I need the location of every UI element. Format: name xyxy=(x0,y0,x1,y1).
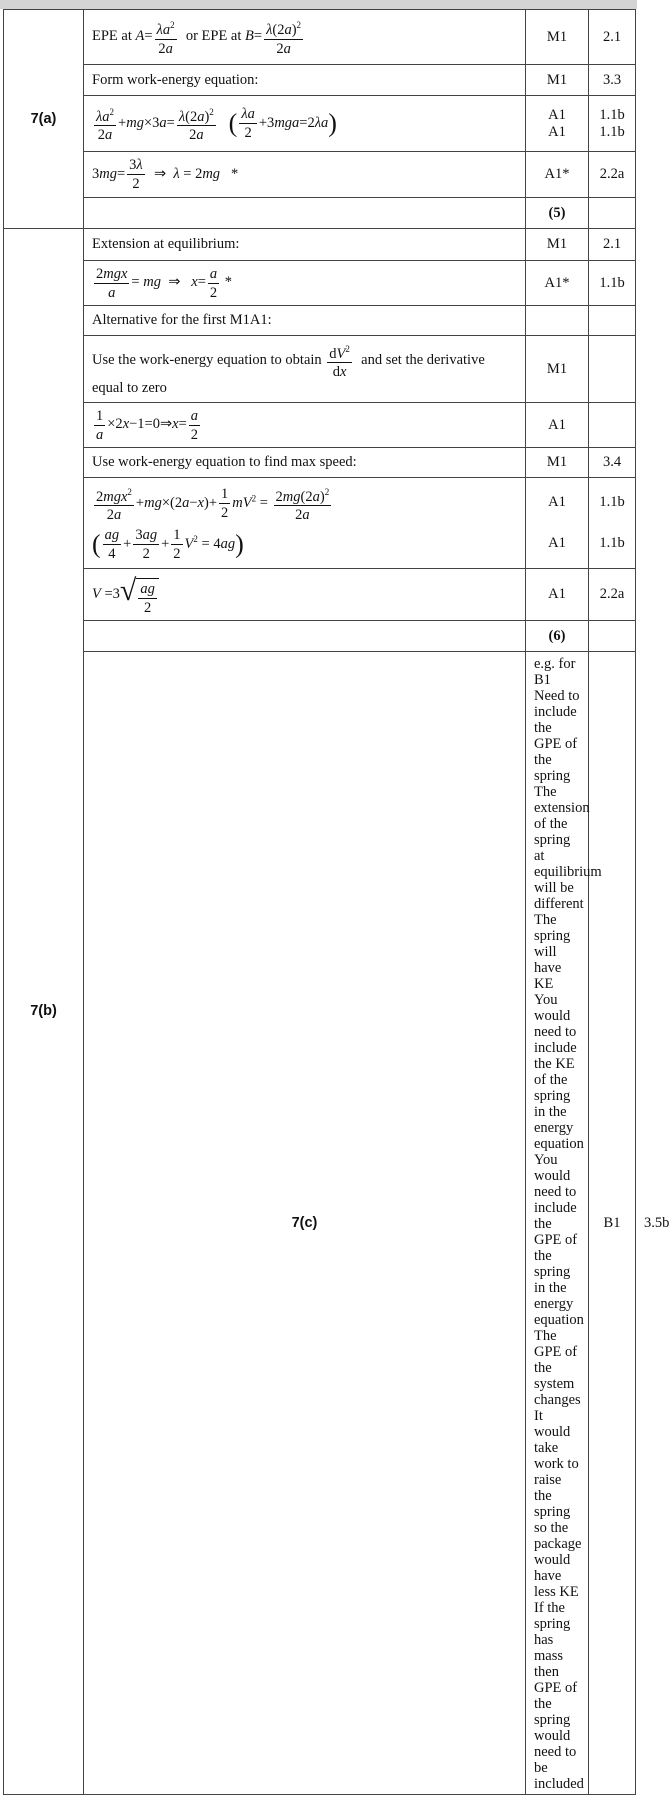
q7c-answers xyxy=(526,652,602,1795)
q7a-row-epe xyxy=(4,10,636,65)
q7b-row-derivative xyxy=(4,336,636,403)
q7b-zero-cell xyxy=(84,403,526,448)
q7b-mark-1: M1 xyxy=(526,229,589,261)
lambda-result: 3mg= $\frac{3\lambda}{2}$ ⇒ λ = 2mg * xyxy=(92,157,239,192)
derivative-zero-expression: $\frac{1}{a}$ ×2x−1=0⇒x= $\frac{a}{2}$ xyxy=(96,407,199,443)
header-strip xyxy=(0,0,637,9)
q7c-line: You would need to include the GPE of the spring in the energy equation xyxy=(534,1152,584,1328)
work-energy-equation: $\frac{\lambda a^2}{2a}$ +mg×3a= $\frac{\lambda(2a)^2}{2a}$ ( $\frac{\lambda a}{2}$ +3mga=2λa) xyxy=(92,115,337,131)
q7b-row-extension xyxy=(4,229,636,261)
q7b-mark-4: M1 xyxy=(526,336,589,403)
simplified-equation: ( $\frac{ag}{4}$ + $\frac{3ag}{2}$ + $\frac{1}{2}$ $V^2 = 4ag$) xyxy=(92,527,244,563)
q7b-mark-2: A1* xyxy=(526,261,589,306)
q7b-total: (6) xyxy=(526,621,589,652)
q7b-row-equilibrium xyxy=(4,261,636,306)
q7b-mark-6: M1 xyxy=(526,448,589,478)
q7c-line: If the spring has mass then GPE of the spring would need to be included xyxy=(534,1600,584,1792)
q7b-maxspeed-text: Use work-energy equation to find max speed: xyxy=(84,448,526,478)
q7b-ao-2: 1.1b xyxy=(589,261,636,306)
dv2-dx-fraction: $\frac{dV^2}{dx}$ xyxy=(327,341,352,381)
question-label-7b: 7(b) xyxy=(4,229,84,1795)
q7a-ao-3a: 1.1b xyxy=(599,106,625,123)
q7b-mark-7a: A1 xyxy=(548,494,566,510)
max-speed-equation: 2mgx$^2$ 2a +mg×(2a−x)+ $\frac{1}{2}$ $mV^2$ = $\frac{2mg(2a)^2}{2a}$ xyxy=(92,484,517,524)
q7a-epe-cell xyxy=(84,10,526,65)
q7a-total: (5) xyxy=(526,198,589,229)
q7c-line: It would take work to raise the spring so the package would have less KE xyxy=(534,1408,582,1600)
q7b-v-cell xyxy=(84,569,526,621)
q7a-mark-2: M1 xyxy=(526,65,589,96)
q7c-line: The extension of the spring at equilibrium will be different xyxy=(534,784,602,912)
q7b-mark-5: A1 xyxy=(526,403,589,448)
q7a-ao-2: 3.3 xyxy=(589,65,636,96)
q7b-energy-cell xyxy=(84,478,526,569)
q7b-row-energy xyxy=(4,478,636,569)
q7a-row-equation xyxy=(4,96,636,152)
q7b-ao-1: 2.1 xyxy=(589,229,636,261)
q7a-ao-4: 2.2a xyxy=(589,152,636,198)
q7b-row-maxspeed xyxy=(4,448,636,478)
q7c-line: The spring will have KE xyxy=(534,912,571,992)
mark-scheme-table xyxy=(3,9,669,1795)
q7b-ao-6: 3.4 xyxy=(589,448,636,478)
q7a-result-cell xyxy=(84,152,526,198)
v-result: V =3 √ $\frac{ag}{2}$ xyxy=(92,586,159,602)
q7a-row-form xyxy=(4,65,636,96)
q7a-form-text: Form work-energy equation: xyxy=(84,65,526,96)
q7c-mark: B1 xyxy=(589,652,636,1795)
q7b-alternative-text: Alternative for the first M1A1: xyxy=(84,306,526,336)
q7c-line: You would need to include the KE of the spring in the energy equation xyxy=(534,992,584,1152)
q7b-mark-7b: A1 xyxy=(548,535,566,551)
q7a-mark-3a: A1 xyxy=(548,106,566,123)
q7a-row-result xyxy=(4,152,636,198)
q7b-ao-8: 2.2a xyxy=(589,569,636,621)
q7c-line: Need to include the GPE of the spring xyxy=(534,688,580,784)
q7b-extension-text: Extension at equilibrium: xyxy=(84,229,526,261)
q7a-ao-1: 2.1 xyxy=(589,10,636,65)
q7a-equation-cell xyxy=(84,96,526,152)
q7b-ao-7b: 1.1b xyxy=(599,535,625,551)
epe-expression: EPE at A= $\frac{\lambda a^2}{2a}$ or EPE at B= $\frac{\lambda(2a)^2}{2a}$ xyxy=(92,28,305,44)
equilibrium-expression: 2mgx a = mg ⇒ x= $\frac{a}{2}$ * xyxy=(96,265,232,301)
q7b-row-alternative xyxy=(4,306,636,336)
q7a-row-total xyxy=(4,198,636,229)
q7a-ao-3b: 1.1b xyxy=(599,123,625,140)
q7b-row-total xyxy=(4,621,636,652)
q7b-row-zero xyxy=(4,403,636,448)
q7b-derivative-cell: Use the work-energy equation to obtain $\frac{dV^2}{dx}$ and set the derivative equal to zero xyxy=(84,336,526,403)
q7a-mark-4: A1* xyxy=(526,152,589,198)
q7a-mark-3b: A1 xyxy=(548,123,566,140)
q7b-ao-7a: 1.1b xyxy=(599,494,625,510)
q7b-equilibrium-cell xyxy=(84,261,526,306)
question-label-7a: 7(a) xyxy=(4,10,84,229)
q7b-row-v xyxy=(4,569,636,621)
q7b-mark-8: A1 xyxy=(526,569,589,621)
question-label-7c: 7(c) xyxy=(84,652,526,1795)
q7c-line: e.g. for B1 xyxy=(534,656,576,688)
q7c-line: The GPE of the system changes xyxy=(534,1328,581,1408)
q7a-mark-1: M1 xyxy=(526,10,589,65)
q7c-row: 7(c) e.g. for B1 Need to include the GPE of the spring The extension of the spring at equilibrium will be different The spring will have KE You would need to include the KE of the spring in the energy equation You would need to include the GPE of the spring in the energy equation The GPE of the system changes It would take work to raise the spring so the package would have less KE If the spring has mass then GPE of the spring would need to be included B1 3.5b xyxy=(4,652,636,1795)
